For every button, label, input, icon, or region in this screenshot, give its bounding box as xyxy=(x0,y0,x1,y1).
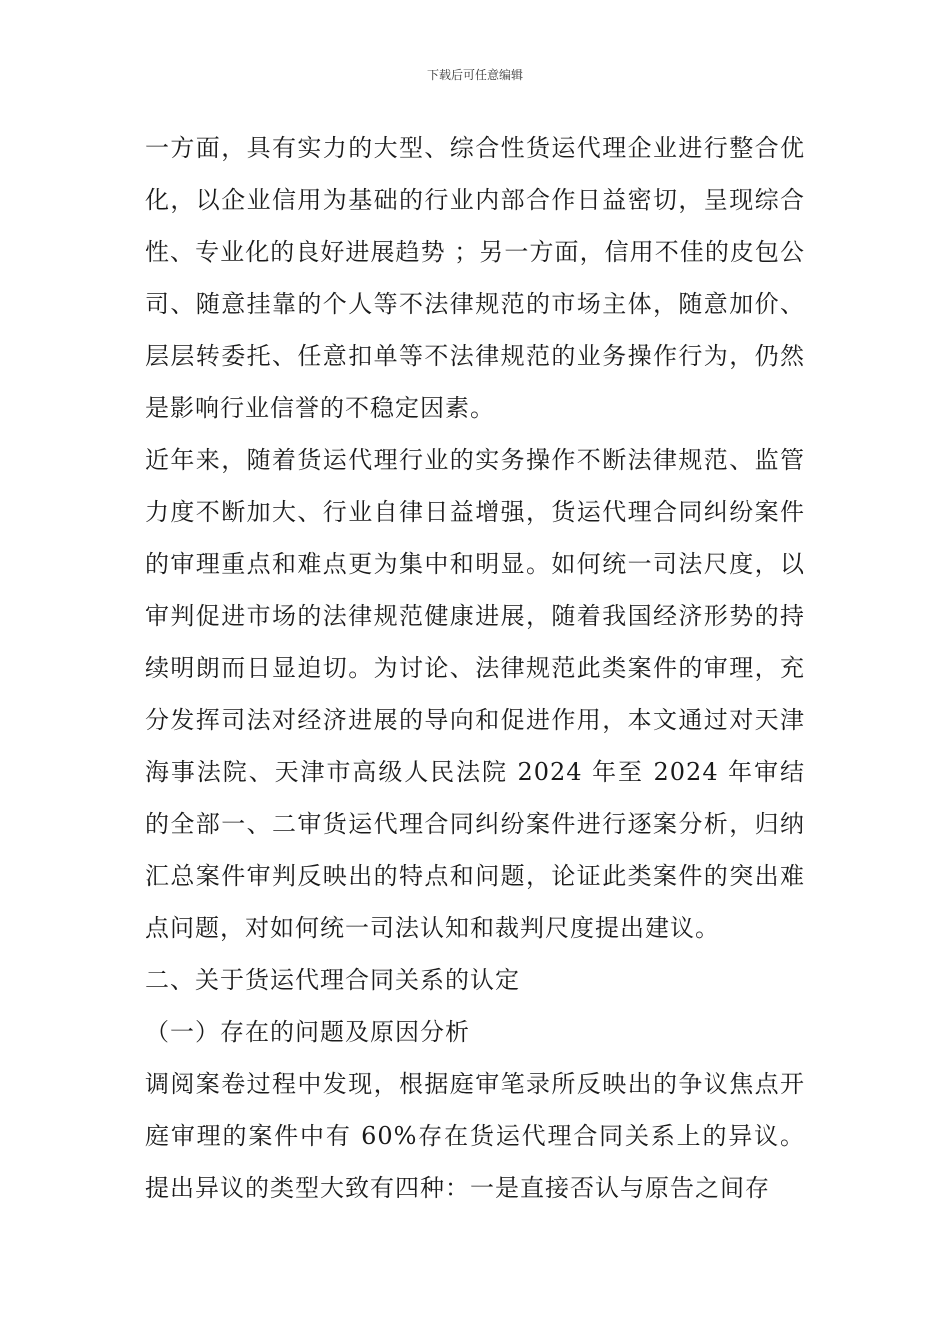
paragraph-1: 一方面，具有实力的大型、综合性货运代理企业进行整合优化，以企业信用为基础的行业内部合作日益密切，呈现综合性、专业化的良好进展趋势 ；另一方面，信用不佳的皮包公司、随意挂靠的个人等不法律规范的市场主体，随意加价、层层转委托、任意扣单等不法律规范的业务操作行为，仍然是影响行业信誉的不稳定因素。 xyxy=(145,134,805,422)
paragraph-3: 调阅案卷过程中发现，根据庭审笔录所反映出的争议焦点开庭审理的案件中有 60%存在货运代理合同关系上的异议。提出异议的类型大致有四种：一是直接否认与原告之间存 xyxy=(145,1070,805,1202)
paragraph-2: 近年来，随着货运代理行业的实务操作不断法律规范、监管力度不断加大、行业自律日益增强，货运代理合同纠纷案件的审理重点和难点更为集中和明显。如何统一司法尺度，以审判促进市场的法律规范健康进展，随着我国经济形势的持续明朗而日显迫切。为讨论、法律规范此类案件的审理，充分发挥司法对经济进展的导向和促进作用，本文通过对天津海事法院、天津市高级人民法院 2024 年至 2024 年审结的全部一、二审货运代理合同纠纷案件进行逐案分析，归纳汇总案件审判反映出的特点和问题，论证此类案件的突出难点问题，对如何统一司法认知和裁判尺度提出建议。 xyxy=(145,446,805,942)
subsection-heading: （一）存在的问题及原因分析 xyxy=(145,1018,470,1046)
page-header-note: 下载后可任意编辑 xyxy=(426,68,523,82)
section-heading: 二、关于货运代理合同关系的认定 xyxy=(145,966,520,994)
document-body xyxy=(145,122,805,1214)
